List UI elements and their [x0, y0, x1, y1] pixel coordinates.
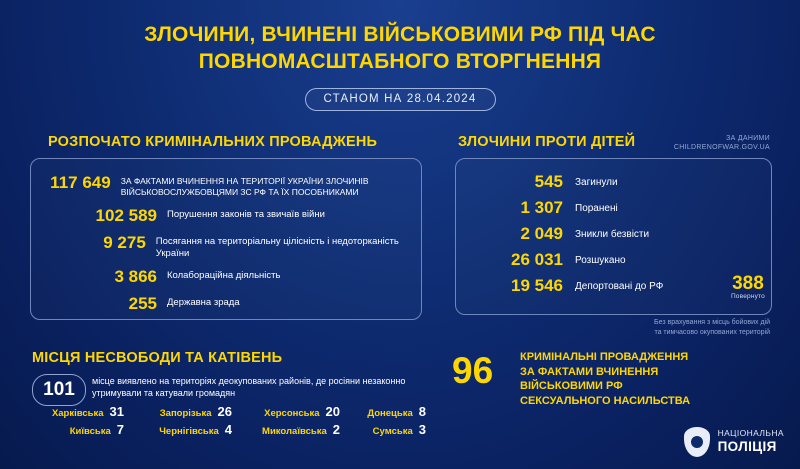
region-name: Херсонська [264, 408, 320, 419]
logo-text [718, 429, 784, 454]
row-value: 1 307 [520, 198, 563, 217]
row-value: 545 [534, 172, 563, 191]
list-item [124, 422, 232, 437]
children-footnote [470, 318, 770, 338]
region-value: 31 [109, 404, 124, 419]
tortures-count-badge: 101 [32, 374, 86, 406]
row-value: 102 589 [95, 205, 157, 225]
data-source-line1: ЗА ДАНИМИ [726, 135, 770, 142]
region-value: 2 [332, 422, 340, 437]
data-source-line2: CHILDRENOFWAR.GOV.UA [673, 144, 770, 152]
regions-row [14, 422, 434, 437]
table-row [45, 267, 407, 287]
regions-list [14, 404, 434, 440]
logo-line1: НАЦІОНАЛЬНА [717, 428, 784, 439]
returned-value: 388 [732, 273, 764, 294]
region-name: Київська [69, 426, 111, 437]
row-label: Розшукано [575, 255, 626, 266]
region-name: Харківська [51, 408, 104, 419]
row-value: 26 031 [511, 250, 563, 269]
sexual-violence-line2: ЗА ФАКТАМИ ВЧИНЕННЯ [520, 365, 659, 378]
sexual-violence-line4: СЕКСУАЛЬНОГО НАСИЛЬСТВА [520, 394, 691, 407]
region-value: 4 [224, 422, 232, 437]
regions-row [14, 404, 434, 419]
region-value: 20 [325, 404, 340, 419]
left-section-heading: РОЗПОЧАТО КРИМІНАЛЬНИХ ПРОВАДЖЕНЬ [48, 134, 378, 150]
table-row [45, 294, 407, 314]
region-name: Миколаївська [262, 426, 327, 437]
page-title-line2: ПОВНОМАСШТАБНОГО ВТОРГНЕННЯ [198, 49, 602, 73]
list-item [340, 422, 426, 437]
table-row [468, 198, 759, 218]
list-item [14, 404, 124, 419]
right-section-heading: ЗЛОЧИНИ ПРОТИ ДІТЕЙ [458, 134, 636, 150]
region-name: Сумська [372, 426, 413, 437]
row-value: 2 049 [520, 224, 563, 243]
main-stat-row [45, 173, 407, 199]
list-item [340, 404, 426, 419]
police-logo [684, 427, 784, 457]
row-label: Посягання на територіальну цілісність і недоторканість України [155, 235, 399, 259]
list-item [232, 404, 340, 419]
main-stat-value: 117 649 [50, 173, 111, 192]
region-value: 7 [116, 422, 124, 437]
returned-label: Повернуто [730, 293, 765, 300]
list-item [232, 422, 340, 437]
row-value: 19 546 [511, 276, 563, 295]
criminal-proceedings-panel [30, 158, 422, 320]
row-label: Загинули [575, 177, 618, 188]
tortures-section-heading: МІСЦЯ НЕСВОБОДИ ТА КАТІВЕНЬ [32, 350, 283, 366]
table-row [468, 172, 759, 192]
row-label: Колабораційна діяльність [167, 270, 281, 282]
page-title-line1: ЗЛОЧИНИ, ВЧИНЕНІ ВІЙСЬКОВИМИ РФ ПІД ЧАС [144, 23, 656, 46]
region-value: 26 [217, 404, 232, 419]
table-row [468, 224, 759, 244]
sexual-violence-line1: КРИМІНАЛЬНІ ПРОВАДЖЕННЯ [520, 351, 689, 363]
shield-icon [684, 427, 710, 457]
table-row [45, 233, 407, 261]
tortures-description: місце виявлено на територіях деокупованих районів, де росіяни незаконно утримували та катували громадян [92, 376, 406, 399]
row-value: 9 275 [103, 232, 146, 252]
date-badge: СТАНОМ НА 28.04.2024 [305, 88, 496, 111]
page-title [0, 0, 800, 76]
children-footnote-line1: Без врахування з місць бойових дій [654, 319, 770, 326]
region-name: Запорізька [159, 408, 212, 419]
list-item [124, 404, 232, 419]
row-value: 3 866 [114, 267, 157, 287]
sexual-violence-count: 96 [452, 350, 494, 391]
table-row [45, 206, 407, 226]
region-value: 8 [418, 404, 426, 419]
data-source-note [620, 134, 770, 153]
region-name: Чернігівська [159, 426, 219, 437]
row-label: Державна зрада [167, 297, 240, 309]
sexual-violence-text [520, 350, 770, 409]
returned-children-stat [731, 274, 765, 300]
logo-line2: ПОЛІЦІЯ [717, 439, 777, 455]
table-row [468, 276, 759, 296]
region-value: 3 [418, 422, 426, 437]
row-label: Поранені [575, 203, 618, 214]
sexual-violence-line3: ВІЙСЬКОВИМИ РФ [520, 380, 623, 393]
children-footnote-line2: та тимчасово окупованих територій [654, 328, 770, 336]
main-stat-label: ЗА ФАКТАМИ ВЧИНЕННЯ НА ТЕРИТОРІЇ УКРАЇНИ ЗЛОЧИНІВ ВІЙСЬКОВОСЛУЖБОВЦЯМИ ЗС РФ ТА ЇХ ПОСОБНИКАМИ [120, 176, 369, 198]
row-value: 255 [128, 294, 157, 314]
children-crimes-panel [455, 158, 772, 315]
row-label: Депортовані до РФ [575, 281, 664, 292]
list-item [14, 422, 124, 437]
row-label: Зникли безвісти [575, 229, 650, 240]
table-row [468, 250, 759, 270]
region-name: Донецька [367, 408, 413, 419]
row-label: Порушення законів та звичаїв війни [167, 208, 325, 220]
